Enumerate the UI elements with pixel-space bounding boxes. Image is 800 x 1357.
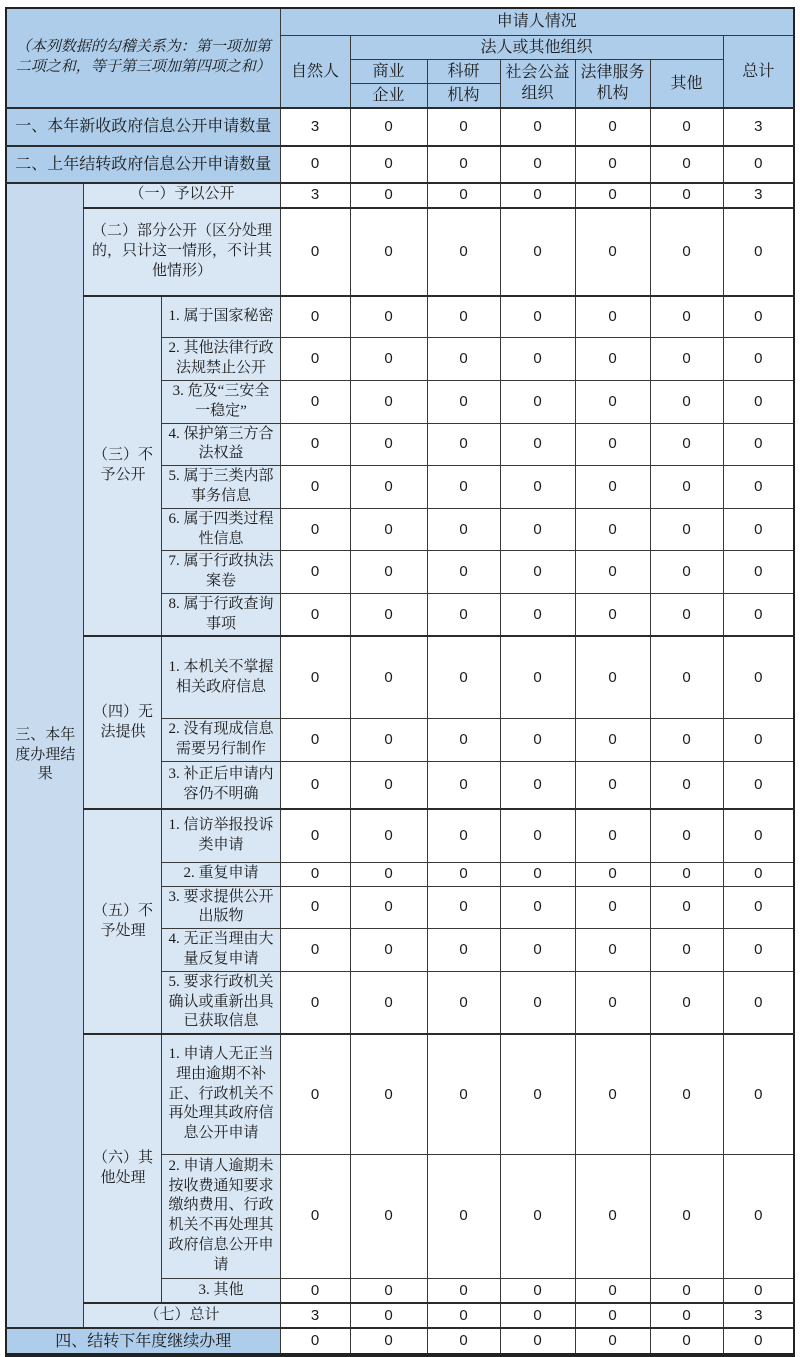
- value-cell: 0: [723, 718, 794, 761]
- value-cell: 0: [575, 1328, 650, 1355]
- value-cell: 0: [350, 809, 427, 862]
- value-cell: 0: [575, 296, 650, 338]
- row-label-carried-over: 二、上年结转政府信息公开申请数量: [6, 146, 280, 183]
- value-cell: 0: [350, 296, 427, 338]
- value-cell: 0: [500, 886, 575, 929]
- value-cell: 0: [500, 108, 575, 146]
- value-cell: 0: [575, 466, 650, 509]
- value-cell: 0: [350, 338, 427, 381]
- value-cell: 0: [427, 551, 500, 594]
- value-cell: 0: [723, 593, 794, 636]
- value-cell: 0: [427, 862, 500, 886]
- value-cell: 0: [650, 886, 723, 929]
- value-cell: 0: [350, 636, 427, 718]
- value-cell: 0: [575, 886, 650, 929]
- value-cell: 0: [650, 296, 723, 338]
- value-cell: 0: [723, 208, 794, 296]
- value-cell: 0: [500, 809, 575, 862]
- value-cell: 0: [650, 108, 723, 146]
- header-natural-person: 自然人: [280, 35, 350, 108]
- value-cell: 0: [427, 929, 500, 972]
- row-label-other-handling-item: 2. 申请人逾期未按收费通知要求缴纳费用、行政机关不再处理其政府信息公开申请: [162, 1154, 280, 1278]
- value-cell: 3: [723, 183, 794, 208]
- header-research-top: 科研: [427, 59, 500, 83]
- value-cell: 0: [575, 423, 650, 466]
- value-cell: 0: [723, 296, 794, 338]
- value-cell: 0: [350, 971, 427, 1034]
- value-cell: 0: [280, 338, 350, 381]
- value-cell: 0: [575, 1034, 650, 1154]
- value-cell: 3: [280, 1303, 350, 1328]
- value-cell: 0: [280, 508, 350, 551]
- value-cell: 0: [350, 108, 427, 146]
- value-cell: 3: [723, 108, 794, 146]
- value-cell: 0: [650, 971, 723, 1034]
- value-cell: 0: [575, 183, 650, 208]
- value-cell: 0: [575, 208, 650, 296]
- value-cell: 0: [350, 929, 427, 972]
- value-cell: 0: [650, 1154, 723, 1278]
- value-cell: 0: [280, 423, 350, 466]
- value-cell: 0: [500, 593, 575, 636]
- value-cell: 0: [427, 593, 500, 636]
- value-cell: 0: [650, 593, 723, 636]
- value-cell: 0: [500, 423, 575, 466]
- value-cell: 0: [280, 886, 350, 929]
- value-cell: 0: [427, 183, 500, 208]
- value-cell: 0: [427, 886, 500, 929]
- value-cell: 0: [427, 208, 500, 296]
- value-cell: 0: [650, 551, 723, 594]
- value-cell: 0: [650, 380, 723, 423]
- value-cell: 0: [650, 183, 723, 208]
- value-cell: 0: [500, 508, 575, 551]
- value-cell: 0: [723, 423, 794, 466]
- value-cell: 0: [500, 208, 575, 296]
- value-cell: 0: [650, 862, 723, 886]
- value-cell: 0: [650, 1278, 723, 1303]
- value-cell: 0: [723, 1328, 794, 1355]
- value-cell: 0: [650, 1303, 723, 1328]
- row-label-section3: 三、本年度办理结果: [6, 183, 84, 1328]
- value-cell: 0: [280, 380, 350, 423]
- value-cell: 0: [723, 929, 794, 972]
- value-cell: 0: [500, 296, 575, 338]
- value-cell: 0: [723, 146, 794, 183]
- value-cell: 0: [350, 1034, 427, 1154]
- row-label-subtotal: （七）总计: [84, 1303, 280, 1328]
- value-cell: 0: [280, 718, 350, 761]
- value-cell: 0: [280, 1034, 350, 1154]
- value-cell: 0: [650, 809, 723, 862]
- row-label-granted: （一）予以公开: [84, 183, 280, 208]
- value-cell: 0: [350, 208, 427, 296]
- value-cell: 0: [350, 183, 427, 208]
- value-cell: 0: [350, 551, 427, 594]
- value-cell: 0: [650, 761, 723, 809]
- value-cell: 0: [575, 338, 650, 381]
- value-cell: 0: [500, 1278, 575, 1303]
- value-cell: 0: [427, 1034, 500, 1154]
- value-cell: 0: [427, 1154, 500, 1278]
- value-cell: 0: [723, 862, 794, 886]
- value-cell: 0: [280, 862, 350, 886]
- value-cell: 0: [500, 338, 575, 381]
- row-label-new-requests: 一、本年新收政府信息公开申请数量: [6, 108, 280, 146]
- row-label-denied-item: 4. 保护第三方合法权益: [162, 423, 280, 466]
- value-cell: 0: [280, 636, 350, 718]
- value-cell: 0: [280, 1278, 350, 1303]
- value-cell: 0: [350, 380, 427, 423]
- row-label-not-processed-item: 2. 重复申请: [162, 862, 280, 886]
- value-cell: 0: [350, 1278, 427, 1303]
- value-cell: 0: [723, 551, 794, 594]
- value-cell: 0: [280, 551, 350, 594]
- corner-note: （本列数据的勾稽关系为：第一项加第二项之和，等于第三项加第四项之和）: [6, 8, 280, 108]
- row-label-not-processed-item: 5. 要求行政机关确认或重新出具已获取信息: [162, 971, 280, 1034]
- value-cell: 0: [650, 1034, 723, 1154]
- value-cell: 0: [650, 338, 723, 381]
- row-label-denied-item: 5. 属于三类内部事务信息: [162, 466, 280, 509]
- value-cell: 3: [723, 1303, 794, 1328]
- row-label-not-processed: （五）不予处理: [84, 809, 162, 1034]
- value-cell: 0: [280, 1154, 350, 1278]
- value-cell: 0: [575, 718, 650, 761]
- row-label-not-processed-item: 4. 无正当理由大量反复申请: [162, 929, 280, 972]
- value-cell: 0: [575, 108, 650, 146]
- row-label-unable-item: 2. 没有现成信息需要另行制作: [162, 718, 280, 761]
- row-label-denied-item: 1. 属于国家秘密: [162, 296, 280, 338]
- value-cell: 0: [650, 1328, 723, 1355]
- value-cell: 0: [350, 1303, 427, 1328]
- value-cell: 0: [575, 380, 650, 423]
- value-cell: 0: [427, 108, 500, 146]
- row-label-partial: （二）部分公开（区分处理的，只计这一情形，不计其他情形）: [84, 208, 280, 296]
- value-cell: 0: [575, 761, 650, 809]
- value-cell: 0: [575, 929, 650, 972]
- value-cell: 0: [350, 508, 427, 551]
- value-cell: 0: [427, 1303, 500, 1328]
- value-cell: 0: [350, 761, 427, 809]
- value-cell: 0: [427, 636, 500, 718]
- value-cell: 0: [500, 1154, 575, 1278]
- value-cell: 0: [500, 1034, 575, 1154]
- value-cell: 0: [575, 636, 650, 718]
- value-cell: 0: [500, 1328, 575, 1355]
- value-cell: 0: [500, 862, 575, 886]
- value-cell: 0: [427, 338, 500, 381]
- value-cell: 0: [280, 208, 350, 296]
- value-cell: 0: [427, 296, 500, 338]
- value-cell: 0: [500, 761, 575, 809]
- value-cell: 0: [650, 423, 723, 466]
- value-cell: 0: [575, 862, 650, 886]
- value-cell: 0: [723, 466, 794, 509]
- value-cell: 0: [650, 929, 723, 972]
- row-label-unable-item: 3. 补正后申请内容仍不明确: [162, 761, 280, 809]
- value-cell: 0: [500, 1303, 575, 1328]
- row-label-denied-item: 6. 属于四类过程性信息: [162, 508, 280, 551]
- value-cell: 0: [723, 1278, 794, 1303]
- value-cell: 0: [427, 971, 500, 1034]
- value-cell: 0: [280, 146, 350, 183]
- header-business-bottom: 企业: [350, 83, 427, 108]
- value-cell: 0: [500, 551, 575, 594]
- value-cell: 0: [575, 1154, 650, 1278]
- value-cell: 0: [500, 929, 575, 972]
- row-label-unable: （四）无法提供: [84, 636, 162, 809]
- row-label-carry-next-year: 四、结转下年度继续办理: [6, 1328, 280, 1355]
- row-label-other-handling-item: 1. 申请人无正当理由逾期不补正、行政机关不再处理其政府信息公开申请: [162, 1034, 280, 1154]
- header-other: 其他: [650, 59, 723, 108]
- row-label-denied-item: 3. 危及“三安全一稳定”: [162, 380, 280, 423]
- value-cell: 0: [350, 1328, 427, 1355]
- value-cell: 0: [500, 183, 575, 208]
- value-cell: 0: [500, 466, 575, 509]
- value-cell: 0: [723, 338, 794, 381]
- value-cell: 0: [427, 146, 500, 183]
- row-label-denied: （三）不予公开: [84, 296, 162, 637]
- value-cell: 0: [280, 1328, 350, 1355]
- value-cell: 0: [723, 1154, 794, 1278]
- value-cell: 0: [280, 761, 350, 809]
- value-cell: 0: [427, 423, 500, 466]
- value-cell: 3: [280, 108, 350, 146]
- value-cell: 0: [650, 466, 723, 509]
- value-cell: 0: [427, 466, 500, 509]
- value-cell: 0: [427, 508, 500, 551]
- value-cell: 3: [280, 183, 350, 208]
- value-cell: 0: [575, 508, 650, 551]
- value-cell: 0: [650, 718, 723, 761]
- value-cell: 0: [350, 593, 427, 636]
- value-cell: 0: [350, 1154, 427, 1278]
- value-cell: 0: [350, 886, 427, 929]
- value-cell: 0: [723, 971, 794, 1034]
- value-cell: 0: [723, 886, 794, 929]
- header-legal-service: 法律服务机构: [575, 59, 650, 108]
- value-cell: 0: [650, 636, 723, 718]
- value-cell: 0: [280, 466, 350, 509]
- value-cell: 0: [575, 146, 650, 183]
- value-cell: 0: [350, 862, 427, 886]
- value-cell: 0: [280, 971, 350, 1034]
- header-total: 总计: [723, 35, 794, 108]
- value-cell: 0: [723, 1034, 794, 1154]
- value-cell: 0: [723, 380, 794, 423]
- value-cell: 0: [500, 718, 575, 761]
- header-research-bottom: 机构: [427, 83, 500, 108]
- value-cell: 0: [427, 761, 500, 809]
- value-cell: 0: [575, 971, 650, 1034]
- row-label-other-handling: （六）其他处理: [84, 1034, 162, 1303]
- row-label-unable-item: 1. 本机关不掌握相关政府信息: [162, 636, 280, 718]
- value-cell: 0: [575, 809, 650, 862]
- value-cell: 0: [500, 146, 575, 183]
- header-business-top: 商业: [350, 59, 427, 83]
- row-label-other-handling-item: 3. 其他: [162, 1278, 280, 1303]
- row-label-denied-item: 2. 其他法律行政法规禁止公开: [162, 338, 280, 381]
- row-label-denied-item: 8. 属于行政查询事项: [162, 593, 280, 636]
- disclosure-table: [5, 7, 795, 1357]
- value-cell: 0: [280, 593, 350, 636]
- value-cell: 0: [650, 508, 723, 551]
- value-cell: 0: [427, 718, 500, 761]
- value-cell: 0: [350, 423, 427, 466]
- value-cell: 0: [723, 508, 794, 551]
- value-cell: 0: [723, 636, 794, 718]
- value-cell: 0: [280, 296, 350, 338]
- value-cell: 0: [723, 809, 794, 862]
- row-label-not-processed-item: 3. 要求提供公开出版物: [162, 886, 280, 929]
- value-cell: 0: [575, 1303, 650, 1328]
- value-cell: 0: [427, 380, 500, 423]
- value-cell: 0: [280, 929, 350, 972]
- value-cell: 0: [350, 146, 427, 183]
- value-cell: 0: [500, 636, 575, 718]
- row-label-not-processed-item: 1. 信访举报投诉类申请: [162, 809, 280, 862]
- header-public-welfare: 社会公益组织: [500, 59, 575, 108]
- value-cell: 0: [427, 1278, 500, 1303]
- value-cell: 0: [575, 1278, 650, 1303]
- value-cell: 0: [650, 146, 723, 183]
- value-cell: 0: [350, 466, 427, 509]
- value-cell: 0: [280, 809, 350, 862]
- value-cell: 0: [427, 809, 500, 862]
- value-cell: 0: [723, 761, 794, 809]
- value-cell: 0: [500, 971, 575, 1034]
- value-cell: 0: [650, 208, 723, 296]
- value-cell: 0: [350, 718, 427, 761]
- header-applicant-info: 申请人情况: [280, 8, 794, 35]
- value-cell: 0: [575, 551, 650, 594]
- value-cell: 0: [500, 380, 575, 423]
- value-cell: 0: [575, 593, 650, 636]
- value-cell: 0: [427, 1328, 500, 1355]
- header-legal-or-other: 法人或其他组织: [350, 35, 723, 59]
- row-label-denied-item: 7. 属于行政执法案卷: [162, 551, 280, 594]
